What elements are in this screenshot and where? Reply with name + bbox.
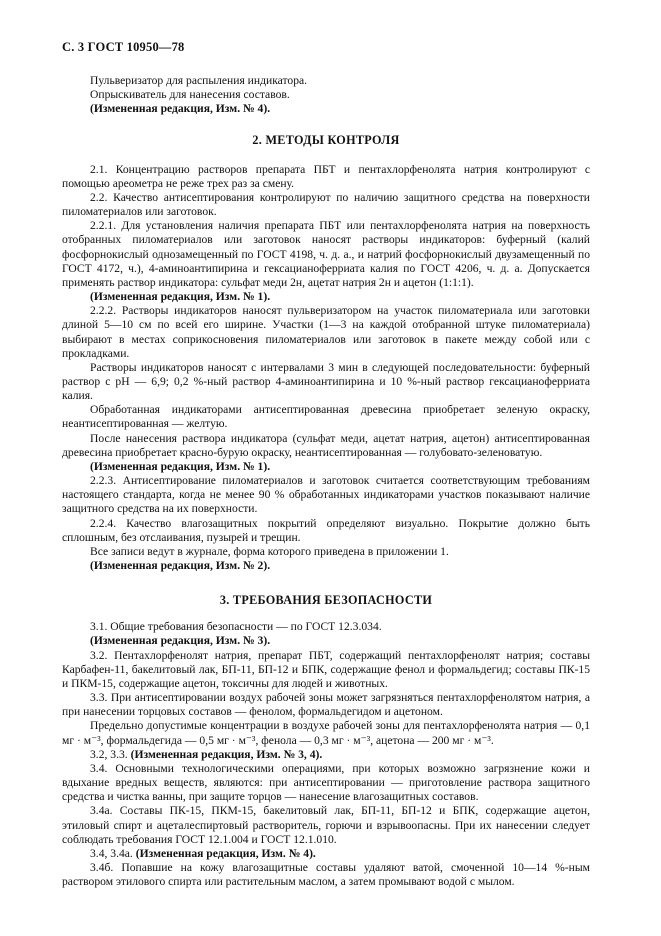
clause-ref: 3.2, 3.3. [90, 747, 128, 761]
amendment-note: (Измененная редакция, Изм. № 3, 4). [130, 747, 323, 761]
paragraph-2-2-3: 2.2.3. Антисептирование пиломатериалов и заготовок считается соответствующим требованиям настоящего стандарта, когда не менее 90 % обработанных индикаторами участков показывают наличие защитного средства на их поверхности. [62, 474, 590, 516]
section-2-title: 2. МЕТОДЫ КОНТРОЛЯ [252, 133, 400, 148]
paragraph-journal: Все записи ведут в журнале, форма которого приведена в приложении 1. [90, 544, 449, 558]
paragraph-3-3: 3.3. При антисептировании воздух рабочей зоны может загрязняться пентахлорфенолятом натрия, а при нанесении торцовых составов — фенолом, формальдегидом и ацетоном. [62, 691, 590, 719]
amendment-note: (Измененная редакция, Изм. № 3). [90, 634, 271, 648]
paragraph-after-indicator: После нанесения раствора индикатора (сульфат меди, ацетат натрия, ацетон) антисептированная древесина приобретает красно-бурую окраску, неантисептированная — голубовато-зеленоватую. [62, 431, 590, 459]
paragraph-3-4a: 3.4а. Составы ПК-15, ПКМ-15, бакелитовый лак, БП-11, БП-12 и БПК, содержащие ацетон, этиловый спирт и ацеталеспиртовый растворитель, горючи и взрывоопасны. При их нанесении следует соблюдать требования ГОСТ 12.1.004 и ГОСТ 12.1.010. [62, 804, 590, 846]
page-header: С. 3 ГОСТ 10950—78 [62, 40, 185, 54]
paragraph-indicator-sequence: Растворы индикаторов наносят с интервалами 3 мин в следующей последовательности: буферный раствор с рН — 6,9; 0,2 %-ный раствор 4-аминоантипирина и 10 %-ный раствор гексацианоферриата калия. [62, 360, 590, 403]
paragraph-2-2-4: 2.2.4. Качество влагозащитных покрытий определяют визуально. Покрытие должно быть сплошным, без отслаивания, пузырей и трещин. [62, 516, 590, 544]
paragraph-2-2-2: 2.2.2. Растворы индикаторов наносят пульверизатором на участок пиломатериала или заготовки длиной 5—10 см по всей его ширине. Участки (1—3 на каждой отобранной штуке пиломатериала) выбирают в местах соприкосновения пиломатериалов или заготовок в пакете между собой или с прокладками. [62, 304, 590, 360]
paragraph-3-1: 3.1. Общие требования безопасности — по ГОСТ 12.3.034. [90, 620, 382, 634]
paragraph-3-4: 3.4. Основными технологическими операциями, при которых возможно загрязнение кожи и вдыхание вредных веществ, являются: при антисептировании — приготовление раствора защитного средства и чистка ванны, при защите торцов — нанесение влагозащитных составов. [62, 761, 590, 804]
paragraph-3-2-3-3 [62, 748, 590, 762]
paragraph-3-4-3-4a [62, 847, 590, 861]
intro-line-2: Опрыскиватель для нанесения составов. [90, 88, 290, 102]
paragraph-limits: Предельно допустимые концентрации в воздухе рабочей зоны для пентахлорфенолята натрия — 0,1 мг · м⁻³, формальдегида — 0,5 мг · м⁻³, фенола — 0,3 мг · м⁻³, ацетона — 200 мг · м⁻³. [62, 719, 590, 747]
amendment-note: (Измененная редакция, Изм. № 1). [90, 290, 271, 304]
amendment-note: (Измененная редакция, Изм. № 4). [135, 846, 316, 860]
document-body [62, 74, 590, 889]
amendment-note: (Измененная редакция, Изм. № 2). [90, 559, 271, 572]
intro-line-1: Пульверизатор для распыления индикатора. [90, 74, 308, 87]
paragraph-2-2: 2.2. Качество антисептирования контролируют по наличию защитного средства на поверхности пиломатериалов или заготовок. [62, 190, 590, 219]
paragraph-2-1: 2.1. Концентрацию растворов препарата ПБТ и пентахлорфенолята натрия контролируют с помощью ареометра не реже трех раз за смену. [62, 162, 590, 190]
paragraph-green-color: Обработанная индикаторами антисептированная древесина приобретает зеленую окраску, неантисептированная — желтую. [62, 403, 590, 431]
paragraph-3-4b: 3.4б. Попавшие на кожу влагозащитные составы удаляют ватой, смоченной 10—14 %-ным раствором этилового спирта или растительным маслом, а затем промывают водой с мылом. [62, 860, 590, 889]
paragraph-3-2: 3.2. Пентахлорфенолят натрия, препарат ПБТ, содержащий пентахлорфенолят натрия; составы Карбафен-11, бакелитовый лак, БП-11, БП-12 и БПК, содержащие фенол и формальдегид; составы ПК-15 и ПКМ-15, содержащие ацетон, токсичны для людей и животных. [62, 648, 590, 690]
amendment-note: (Измененная редакция, Изм. № 1). [90, 459, 271, 473]
section-3-title: 3. ТРЕБОВАНИЯ БЕЗОПАСНОСТИ [219, 593, 433, 608]
clause-ref: 3.4, 3.4а. [90, 846, 133, 860]
paragraph-2-2-1: 2.2.1. Для установления наличия препарата ПБТ или пентахлорфенолята натрия на поверхность отобранных пиломатериалов или заготовок наносят растворы индикаторов: буферный (калий фосфорнокислый однозамещенный по ГОСТ 4198, ч. д. а., и натрий фосфорнокислый двузамещенный по ГОСТ 4172, ч.), 4-аминоантипирина и гексацианоферриата калия по ГОСТ 4206, ч. д. а. Допускается применять раствор индикатора: сульфат меди 2н, ацетат натрия 2н и ацетон (1:1:1). [62, 219, 590, 289]
intro-amendment: (Измененная редакция, Изм. № 4). [90, 102, 271, 116]
